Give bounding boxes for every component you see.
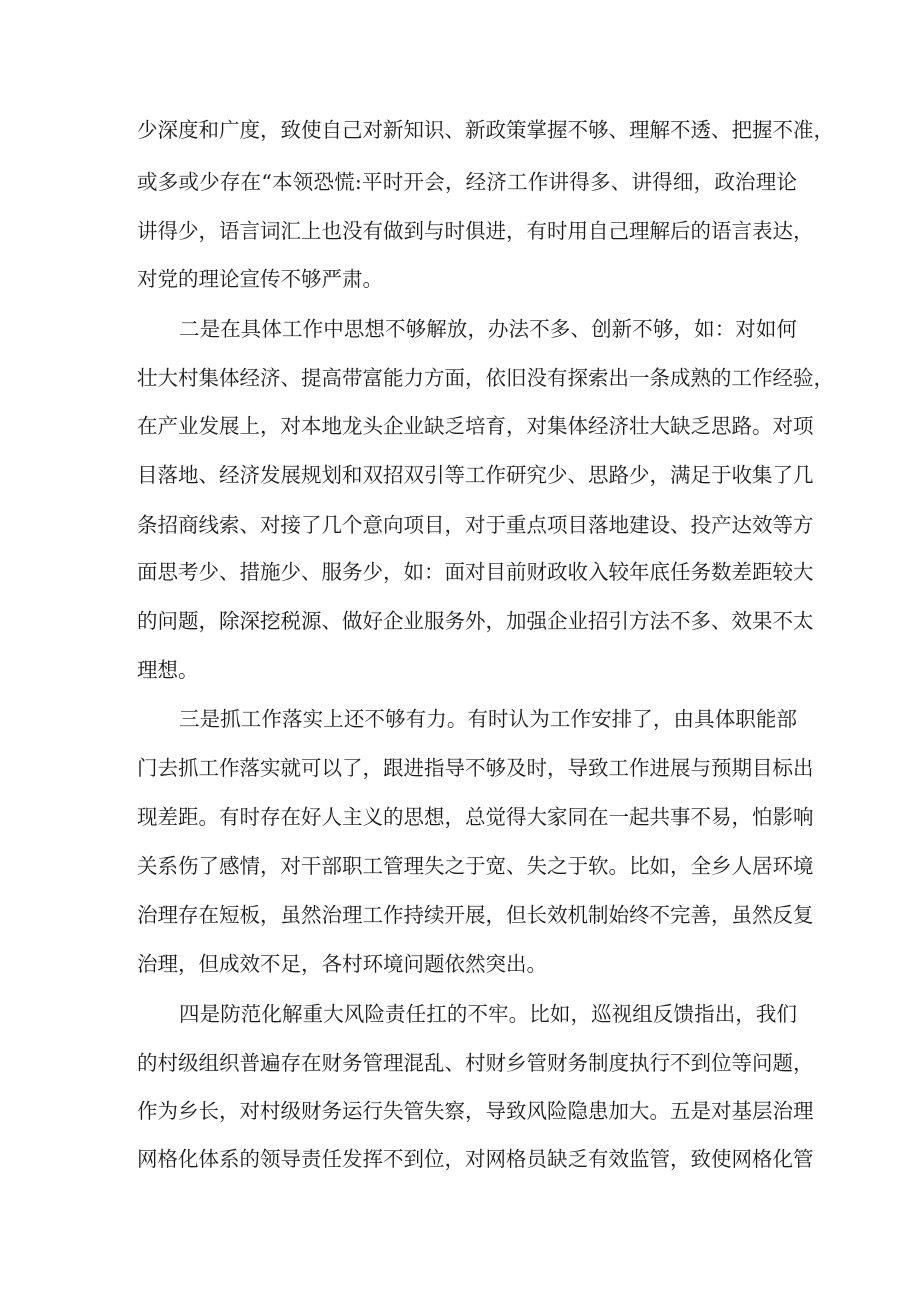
text-line: 目落地、经济发展规划和双招双引等工作研究少、思路少，满足于收集了几	[137, 463, 814, 487]
text-line: 壮大村集体经济、提高带富能力方面，依旧没有探索出一条成熟的工作经验，	[137, 366, 834, 390]
text-line: 治理存在短板，虽然治理工作持续开展，但长效机制始终不完善，虽然反复	[137, 903, 814, 927]
text-line: 讲得少，语言词汇上也没有做到与时俱进，有时用自己理解后的语言表达，	[137, 219, 814, 243]
text-line: 现差距。有时存在好人主义的思想，总觉得大家同在一起共事不易，怕影响	[137, 805, 814, 829]
text-line: 少深度和广度，致使自己对新知识、新政策掌握不够、理解不透、把握不准，	[137, 118, 834, 142]
text-line: 三是抓工作落实上还不够有力。有时认为工作安排了，由具体职能部	[179, 707, 797, 731]
text-line: 作为乡长，对村级财务运行失管失察，导致风险隐患加大。五是对基层治理	[137, 1099, 814, 1123]
text-line: 门去抓工作落实就可以了，跟进指导不够及时，导致工作进展与预期目标出	[137, 756, 814, 780]
text-line: 或多或少存在“本领恐慌:平时开会，经济工作讲得多、讲得细，政治理论	[137, 170, 797, 194]
text-line: 对党的理论宣传不够严肃。	[137, 267, 383, 291]
text-line: 二是在具体工作中思想不够解放，办法不多、创新不够，如：对如何	[179, 317, 797, 341]
text-line: 的村级组织普遍存在财务管理混乱、村财乡管财务制度执行不到位等问题，	[137, 1051, 814, 1075]
text-line: 理想。	[137, 658, 199, 682]
text-line: 条招商线索、对接了几个意向项目，对于重点项目落地建设、投产达效等方	[137, 513, 814, 537]
text-line: 关系伤了感情，对干部职工管理失之于宽、失之于软。比如，全乡人居环境	[137, 854, 814, 878]
text-line: 的问题，除深挖税源、做好企业服务外，加强企业招引方法不多、效果不太	[137, 609, 814, 633]
text-line: 在产业发展上，对本地龙头企业缺乏培育，对集体经济壮大缺乏思路。对项	[137, 414, 814, 438]
text-line: 网格化体系的领导责任发挥不到位，对网格员缺乏有效监管，致使网格化管	[137, 1147, 814, 1171]
text-line: 面思考少、措施少、服务少，如：面对目前财政收入较年底任务数差距较大	[137, 560, 814, 584]
text-line: 治理，但成效不足，各村环境问题依然突出。	[137, 952, 547, 976]
text-line: 四是防范化解重大风险责任扛的不牢。比如，巡视组反馈指出，我们	[179, 1002, 797, 1026]
